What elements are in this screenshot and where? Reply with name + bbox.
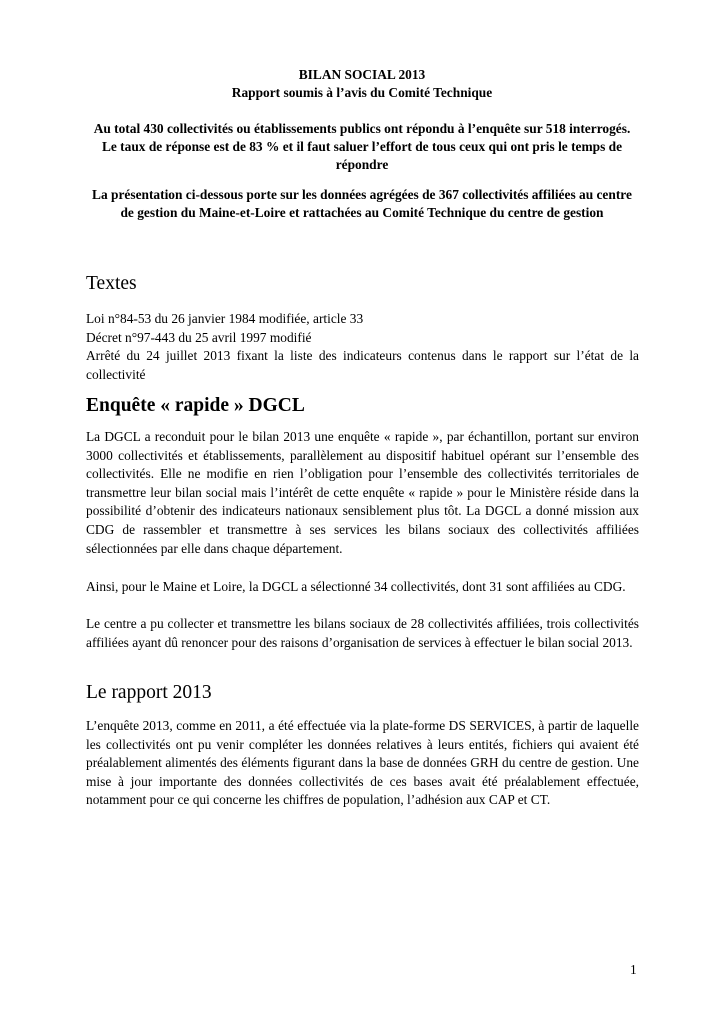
- heading-textes: Textes: [86, 273, 137, 294]
- page-number: 1: [630, 962, 637, 977]
- document-subtitle: Rapport soumis à l’avis du Comité Technique: [231, 85, 493, 100]
- enquete-paragraph-2: Ainsi, pour le Maine et Loire, la DGCL a sélectionné 34 collectivités, dont 31 sont affiliées au CDG.: [86, 579, 626, 594]
- heading-rapport: Le rapport 2013: [86, 682, 212, 703]
- header-block: [86, 66, 638, 102]
- enquete-paragraph-3: Le centre a pu collecter et transmettre les bilans sociaux de 28 collectivités affiliées, trois collectivités affiliées ayant dû renoncer pour des raisons d’organisation de services à effectuer le bilan social 2013.: [86, 616, 639, 650]
- scope-statement: La présentation ci-dessous porte sur les données agrégées de 367 collectivités affiliées au centre de gestion du Maine-et-Loire et rattachées au Comité Technique du centre de gestion: [92, 187, 632, 220]
- textes-line-2: Décret n°97-443 du 25 avril 1997 modifié: [86, 329, 312, 345]
- heading-enquete: Enquête « rapide » DGCL: [86, 395, 305, 416]
- rapport-paragraph-1: L’enquête 2013, comme en 2011, a été effectuée via la plate-forme DS SERVICES, à partir de laquelle les collectivités ont pu venir compléter les données relatives à leurs entités, fichiers qui avaient été préalablement alimentés des éléments figurant dans la base de données GRH du centre de gestion. Une mise à jour importante des données collectivités de ces bases avait été préalablement effectuée, notamment pour ce qui concerne les chiffres de population, l’adhésion aux CAP et CT.: [86, 718, 639, 808]
- textes-line-1: Loi n°84-53 du 26 janvier 1984 modifiée, article 33: [86, 311, 364, 326]
- textes-list: [86, 310, 639, 384]
- response-summary: Au total 430 collectivités ou établissements publics ont répondu à l’enquête sur 518 interrogés. Le taux de réponse est de 83 % et il faut saluer l’effort de tous ceux qui ont pris le temps de répondre: [93, 121, 631, 172]
- document-title: BILAN SOCIAL 2013: [298, 67, 426, 82]
- textes-line-3: Arrêté du 24 juillet 2013 fixant la liste des indicateurs contenus dans le rapport sur l’état de la collectivité: [86, 348, 639, 382]
- enquete-paragraph-1: La DGCL a reconduit pour le bilan 2013 une enquête « rapide », par échantillon, portant sur environ 3000 collectivités et établissements, parallèlement au dispositif habituel opérant sur l’ensemble des collectivités. Elle ne modifie en rien l’obligation pour l’ensemble des collectivités territoriales de transmettre leur bilan social mais l’intérêt de cette enquête « rapide » pour le Ministère réside dans la possibilité d’obtenir des indicateurs nationaux sensiblement plus tôt. La DGCL a donné mission aux CDG de rassembler et transmettre à ses services les bilans sociaux des collectivités affiliées sélectionnées par elle dans chaque département.: [86, 429, 639, 556]
